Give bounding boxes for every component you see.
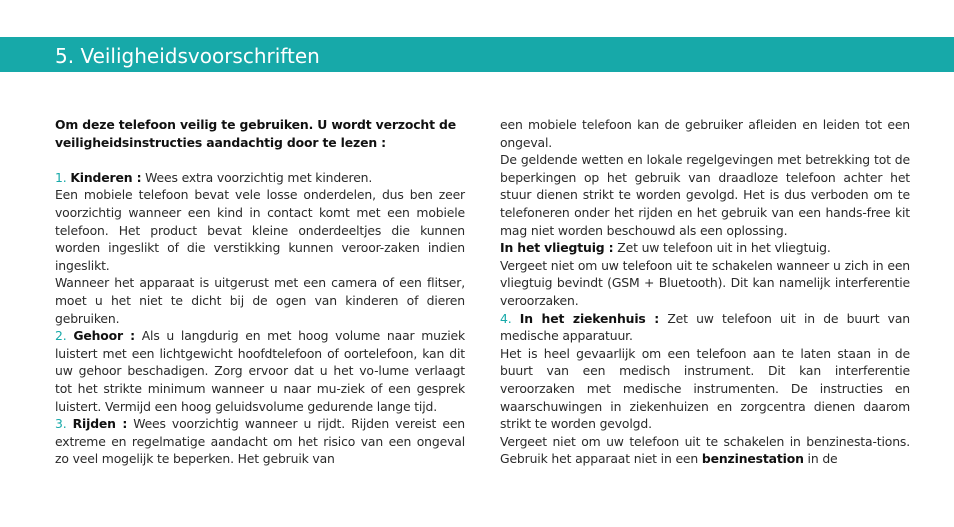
item-term-airplane: In het vliegtuig : (500, 240, 614, 256)
driving-continued: een mobiele telefoon kan de gebruiker afleiden en leiden tot een ongeval. (500, 117, 910, 150)
intro-text: Om deze telefoon veilig te gebruiken. U wordt verzocht de veiligheidsinstructies aandachtig door te lezen : (55, 117, 457, 150)
section-title: 5. Veiligheidsvoorschriften (55, 44, 320, 68)
section-header-bar (0, 37, 954, 72)
gas-text-after: in de (803, 451, 838, 467)
hospital-heading (500, 310, 910, 345)
item-number: 2. (55, 328, 67, 344)
children-lead: Wees extra voorzichtig met kinderen. (141, 169, 373, 185)
hospital-paragraph: Het is heel gevaarlijk om een telefoon aan te laten staan in de buurt van een medisch instrument. Dit kan interferentie veroorzaken met medische instrumenten. De instructies en waarschuwingen in ziekenhuizen en zorgcentra dienen daarom strikt te worden gevolgd. (500, 345, 910, 432)
driving-paragraph (55, 415, 465, 468)
spacer (55, 151, 465, 169)
hearing-paragraph (55, 327, 465, 415)
hospital-lead: Zet uw telefoon uit in de buurt van medische apparatuur. (500, 310, 911, 344)
driving-text: Wees voorzichtig wanneer u rijdt. Rijden vereist een extreme en regelmatige aandacht om het risico van een ongeval zo veel mogelijk te beperken. Het gebruik van (55, 416, 465, 467)
children-paragraph-2: Wanneer het apparaat is uitgerust met een camera of een flitser, moet u het niet te dicht bij de ogen van kinderen of dieren gebruiken. (55, 275, 465, 326)
gas-station-paragraph (500, 433, 910, 468)
item-number: 4. (500, 310, 512, 326)
airplane-lead: Zet uw telefoon uit in het vliegtuig. (613, 240, 831, 256)
children-heading (55, 169, 465, 187)
item-number: 3. (55, 416, 67, 432)
laws-paragraph: De geldende wetten en lokale regelgevingen met betrekking tot de beperkingen op het gebruik van draadloze telefoon achter het stuur dienen strikt te worden gevolgd. Het is dus verboden om te telefoneren onder het rijden en het gebruik van een hands-free kit mag niet worden beschouwd als een oplossing. (500, 152, 910, 238)
item-term-children: Kinderen : (70, 169, 142, 185)
item-term-hearing: Gehoor : (73, 328, 135, 344)
item-term-hospital: In het ziekenhuis : (519, 310, 660, 326)
item-term-driving: Rijden : (72, 416, 128, 432)
left-column (55, 116, 465, 468)
gas-text-before: Vergeet niet om uw telefoon uit te schakelen in benzinesta-tions. Gebruik het apparaat niet in een (500, 433, 910, 467)
item-term-gas-station: benzinestation (701, 451, 804, 467)
right-column (500, 116, 910, 468)
airplane-heading (500, 239, 910, 257)
hearing-text: Als u langdurig en met hoog volume naar muziek luistert met een lichtgewicht hoofdtelefoon of oortelefoon, kan dit uw gehoor beschadigen. Zorg ervoor dat u het vo-lume verlaagt tot het strikte minimum wanneer u naar mu-ziek of een gesprek luistert. Vermijd een hoog geluidsvolume gedurende lange tijd. (55, 328, 466, 414)
airplane-paragraph: Vergeet niet om uw telefoon uit te schakelen wanneer u zich in een vliegtuig bevindt (GSM + Bluetooth). Dit kan namelijk interferentie veroorzaken. (500, 257, 910, 308)
item-number: 1. (55, 169, 67, 185)
children-paragraph-1: Een mobiele telefoon bevat vele losse onderdelen, dus ben zeer voorzichtig wanneer een kind in contact komt met een mobiele telefoon. Het product bevat kleine onderdeeltjes die kunnen worden ingeslikt of die verstikking kunnen veroor-zaken indien ingeslikt. (55, 187, 465, 273)
